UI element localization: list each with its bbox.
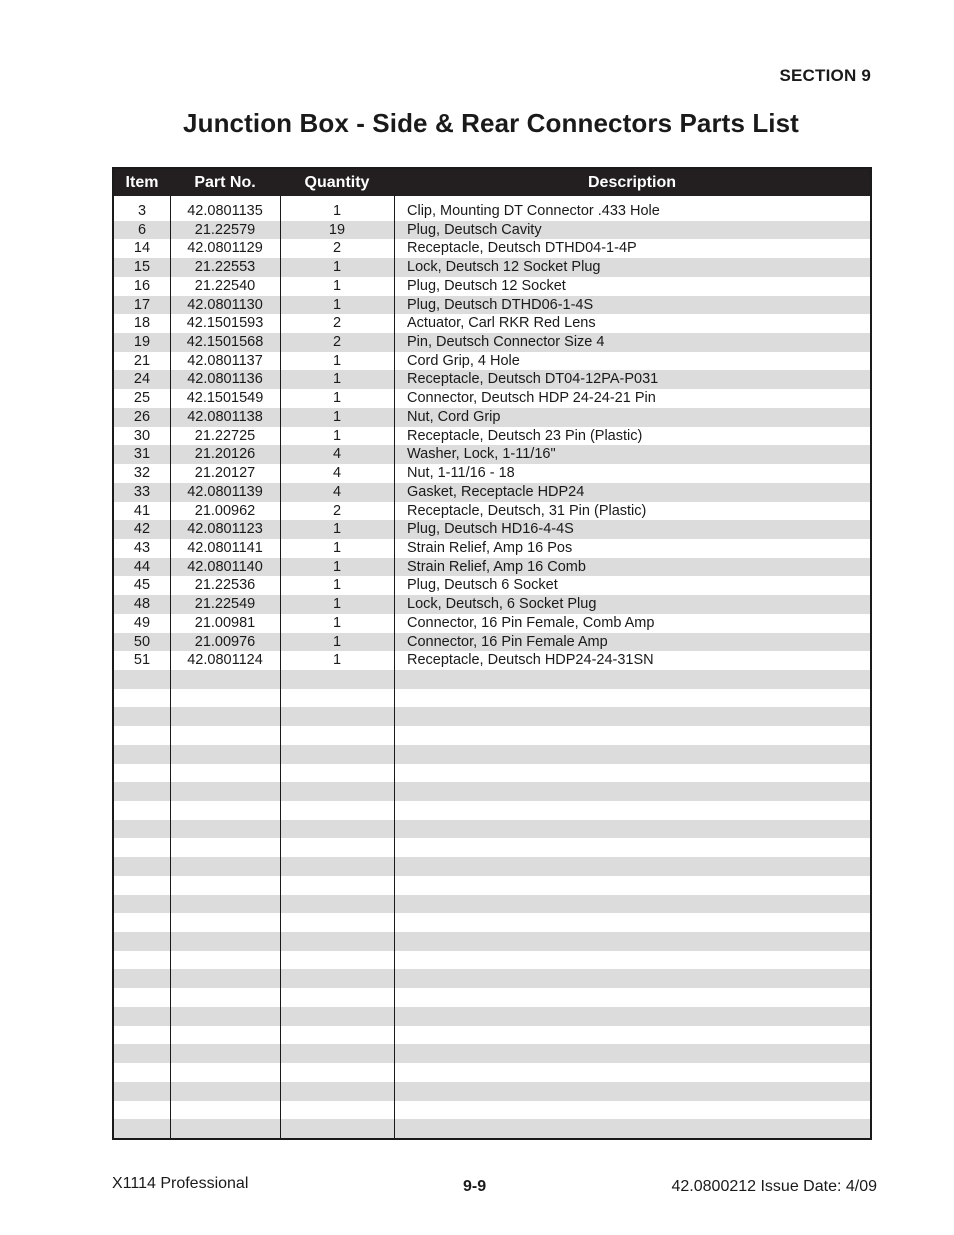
cell-description: Clip, Mounting DT Connector .433 Hole	[407, 203, 660, 219]
empty-table-row	[114, 764, 870, 783]
cell-item: 19	[133, 334, 151, 351]
cell-item: 3	[137, 203, 147, 219]
cell-part-no: 42.0801129	[187, 240, 263, 257]
cell-part-no: 42.1501549	[186, 390, 264, 407]
empty-table-row	[114, 782, 870, 801]
cell-quantity: 1	[332, 577, 342, 594]
cell-item: 18	[133, 315, 151, 332]
empty-table-row	[114, 707, 870, 726]
empty-table-row	[114, 857, 870, 876]
cell-quantity: 1	[332, 371, 342, 388]
column-divider	[280, 196, 281, 1138]
cell-description: Connector, 16 Pin Female, Comb Amp	[407, 614, 655, 631]
table-row	[114, 239, 870, 258]
table-row	[114, 651, 870, 670]
cell-description: Nut, 1-11/16 - 18	[407, 465, 515, 482]
cell-description: Washer, Lock, 1-11/16"	[407, 446, 556, 463]
empty-table-row	[114, 1082, 870, 1101]
empty-table-row	[114, 1007, 870, 1026]
cell-description: Actuator, Carl RKR Red Lens	[407, 315, 596, 332]
table-row	[114, 202, 870, 221]
cell-item: 44	[133, 558, 151, 575]
cell-description: Plug, Deutsch HD16-4-4S	[407, 521, 574, 538]
section-label: SECTION 9	[779, 66, 871, 85]
cell-description: Receptacle, Deutsch, 31 Pin (Plastic)	[407, 502, 647, 519]
empty-table-row	[114, 801, 870, 820]
cell-part-no: 21.00981	[194, 614, 256, 631]
cell-item: 31	[133, 446, 151, 463]
table-row	[114, 520, 870, 539]
empty-table-row	[114, 670, 870, 689]
empty-table-row	[114, 876, 870, 895]
cell-part-no: 42.0801124	[187, 652, 263, 669]
table-row	[114, 483, 870, 502]
table-header	[114, 169, 870, 196]
cell-description: Lock, Deutsch 12 Socket Plug	[407, 259, 601, 276]
empty-table-row	[114, 988, 870, 1007]
table-row	[114, 539, 870, 558]
empty-table-row	[114, 895, 870, 914]
cell-item: 15	[133, 259, 151, 276]
empty-table-row	[114, 969, 870, 988]
table-row	[114, 464, 870, 483]
cell-item: 51	[133, 652, 151, 669]
cell-item: 50	[133, 633, 151, 650]
cell-item: 45	[133, 577, 151, 594]
empty-table-row	[114, 1101, 870, 1120]
cell-part-no: 21.22536	[194, 577, 256, 594]
cell-part-no: 42.0801139	[187, 483, 263, 500]
cell-description: Gasket, Receptacle HDP24	[407, 483, 585, 500]
table-row	[114, 296, 870, 315]
cell-part-no: 42.0801137	[187, 352, 263, 369]
cell-item: 30	[133, 427, 151, 444]
column-header-item: Item	[125, 174, 159, 191]
cell-part-no: 42.0801138	[187, 408, 263, 425]
cell-part-no: 21.22549	[194, 596, 256, 613]
table-row	[114, 277, 870, 296]
empty-table-row	[114, 726, 870, 745]
cell-description: Receptacle, Deutsch HDP24-24-31SN	[407, 652, 654, 669]
cell-item: 17	[133, 296, 151, 313]
empty-table-row	[114, 913, 870, 932]
cell-item: 14	[133, 240, 151, 257]
cell-part-no: 42.1501568	[186, 334, 264, 351]
cell-quantity: 1	[332, 352, 342, 369]
column-header-part-no: Part No.	[194, 174, 256, 191]
table-row	[114, 558, 870, 577]
cell-quantity: 2	[332, 315, 342, 332]
cell-part-no: 42.0801135	[187, 203, 263, 219]
cell-description: Receptacle, Deutsch 23 Pin (Plastic)	[407, 427, 643, 444]
cell-description: Connector, 16 Pin Female Amp	[407, 633, 608, 650]
cell-quantity: 1	[332, 390, 342, 407]
column-header-description: Description	[587, 174, 676, 191]
empty-table-row	[114, 1026, 870, 1045]
table-row	[114, 614, 870, 633]
cell-quantity: 1	[332, 427, 342, 444]
cell-part-no: 21.22725	[194, 427, 256, 444]
empty-table-row	[114, 1063, 870, 1082]
cell-quantity: 2	[332, 334, 342, 351]
cell-quantity: 1	[332, 539, 342, 556]
cell-quantity: 4	[332, 465, 342, 482]
table-row	[114, 314, 870, 333]
cell-part-no: 21.00962	[194, 502, 256, 519]
empty-table-row	[114, 838, 870, 857]
cell-description: Pin, Deutsch Connector Size 4	[407, 334, 605, 351]
column-divider	[394, 196, 395, 1138]
cell-part-no: 42.0801123	[187, 521, 263, 538]
cell-item: 43	[133, 539, 151, 556]
cell-item: 25	[133, 390, 151, 407]
cell-item: 6	[137, 221, 147, 238]
table-row	[114, 595, 870, 614]
page-title: Junction Box - Side & Rear Connectors Parts List	[183, 108, 799, 138]
cell-quantity: 1	[332, 614, 342, 631]
cell-quantity: 1	[332, 203, 342, 219]
cell-quantity: 2	[332, 502, 342, 519]
cell-item: 16	[133, 277, 151, 294]
cell-part-no: 21.00976	[194, 633, 256, 650]
empty-table-row	[114, 1119, 870, 1138]
cell-part-no: 21.22553	[194, 259, 256, 276]
cell-description: Receptacle, Deutsch DT04-12PA-P031	[407, 371, 659, 388]
table-row	[114, 333, 870, 352]
table-row	[114, 445, 870, 464]
cell-description: Plug, Deutsch Cavity	[407, 221, 542, 238]
cell-part-no: 21.22540	[194, 277, 256, 294]
cell-description: Connector, Deutsch HDP 24-24-21 Pin	[407, 390, 656, 407]
cell-quantity: 4	[332, 446, 342, 463]
table-row	[114, 352, 870, 371]
footer-document-number: 42.0800212 Issue Date: 4/09	[671, 1178, 877, 1195]
cell-part-no: 42.0801136	[187, 371, 263, 388]
cell-quantity: 1	[332, 558, 342, 575]
column-divider	[170, 196, 171, 1138]
footer-model: X1114 Professional	[112, 1175, 249, 1192]
cell-description: Strain Relief, Amp 16 Comb	[407, 558, 586, 575]
cell-description: Plug, Deutsch 12 Socket	[407, 277, 566, 294]
cell-quantity: 1	[332, 277, 342, 294]
cell-description: Cord Grip, 4 Hole	[407, 352, 520, 369]
table-row	[114, 408, 870, 427]
empty-table-row	[114, 689, 870, 708]
cell-item: 49	[133, 614, 151, 631]
cell-quantity: 1	[332, 408, 342, 425]
table-row	[114, 576, 870, 595]
cell-description: Nut, Cord Grip	[407, 408, 501, 425]
cell-item: 48	[133, 596, 151, 613]
cell-item: 33	[133, 483, 151, 500]
cell-item: 42	[133, 521, 151, 538]
empty-table-row	[114, 820, 870, 839]
cell-part-no: 42.1501593	[186, 315, 264, 332]
cell-item: 32	[133, 465, 151, 482]
cell-part-no: 21.20126	[194, 446, 256, 463]
cell-item: 24	[133, 371, 151, 388]
column-header-quantity: Quantity	[304, 174, 370, 191]
table-row	[114, 502, 870, 521]
cell-item: 41	[133, 502, 151, 519]
cell-item: 26	[133, 408, 151, 425]
cell-quantity: 1	[332, 596, 342, 613]
cell-description: Lock, Deutsch, 6 Socket Plug	[407, 596, 597, 613]
table-row	[114, 370, 870, 389]
table-row	[114, 258, 870, 277]
cell-quantity: 4	[332, 483, 342, 500]
cell-quantity: 2	[332, 240, 342, 257]
cell-part-no: 42.0801130	[187, 296, 263, 313]
table-row	[114, 427, 870, 446]
empty-table-row	[114, 1044, 870, 1063]
cell-description: Plug, Deutsch 6 Socket	[407, 577, 558, 594]
cell-quantity: 19	[328, 221, 346, 238]
cell-item: 21	[133, 352, 151, 369]
cell-part-no: 21.22579	[194, 221, 256, 238]
empty-table-row	[114, 951, 870, 970]
cell-quantity: 1	[332, 259, 342, 276]
cell-quantity: 1	[332, 521, 342, 538]
table-row	[114, 221, 870, 240]
table-row	[114, 633, 870, 652]
cell-part-no: 42.0801141	[187, 539, 263, 556]
cell-quantity: 1	[332, 633, 342, 650]
cell-part-no: 42.0801140	[187, 558, 263, 575]
empty-table-row	[114, 932, 870, 951]
table-body	[114, 202, 870, 1138]
cell-quantity: 1	[332, 652, 342, 669]
cell-description: Plug, Deutsch DTHD06-1-4S	[407, 296, 594, 313]
table-row	[114, 389, 870, 408]
empty-table-row	[114, 745, 870, 764]
footer-page-number: 9-9	[463, 1178, 487, 1195]
cell-description: Strain Relief, Amp 16 Pos	[407, 539, 573, 556]
parts-table	[112, 167, 872, 1140]
cell-description: Receptacle, Deutsch DTHD04-1-4P	[407, 240, 637, 257]
cell-part-no: 21.20127	[194, 465, 256, 482]
cell-quantity: 1	[332, 296, 342, 313]
